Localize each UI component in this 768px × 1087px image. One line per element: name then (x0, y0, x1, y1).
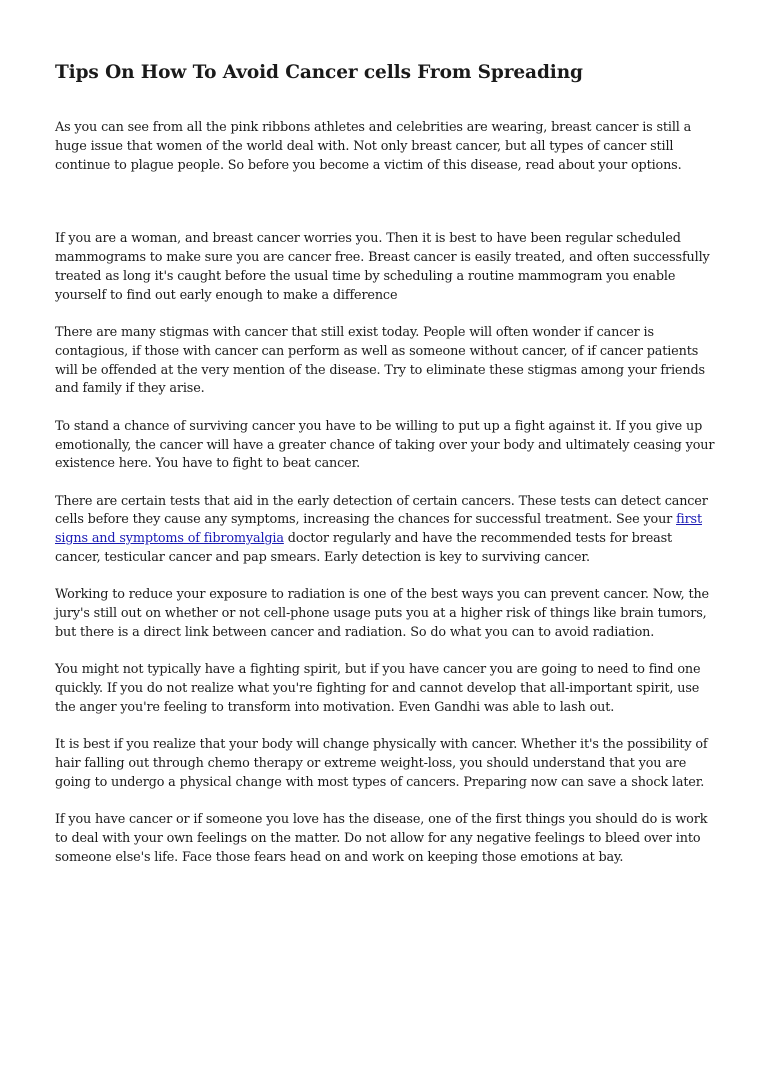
paragraph-radiation: Working to reduce your exposure to radiation is one of the best ways you can prevent cancer. Now, the jury's still out on whether or not cell-phone usage puts you at a higher risk of things like brain tumors, but there is a direct link between cancer and radiation. So do what you can to avoid radiation. (55, 587, 709, 640)
paragraph-intro: As you can see from all the pink ribbons athletes and celebrities are wearing, breast cancer is still a huge issue that women of the world deal with. Not only breast cancer, but all types of cancer still continue to plague people. So before you become a victim of this disease, read about your options. (55, 120, 692, 173)
paragraph-feelings: If you have cancer or if someone you love has the disease, one of the first things you should do is work to deal with your own feelings on the matter. Do not allow for any negative feelings to bleed over into someone else's life. Face those fears head on and work on keeping those emotions at bay. (55, 812, 708, 865)
fibromyalgia-link[interactable]: first signs and symptoms of fibromyalgia (55, 512, 702, 547)
paragraph-text-before-link: There are certain tests that aid in the early detection of certain cancers. These tests can detect cancer cells before they cause any symptoms, increasing the chances for successful treatment. See your (55, 493, 708, 528)
paragraph-stigmas: There are many stigmas with cancer that still exist today. People will often wonder if cancer is contagious, if those with cancer can perform as well as someone without cancer, of if cancer patients will be offended at the very mention of the disease. Try to eliminate these stigmas among your friends and family if they arise. (55, 325, 705, 397)
document-title: Tips On How To Avoid Cancer cells From Spreading (55, 62, 583, 83)
paragraph-text-after-link: doctor regularly and have the recommended tests for breast cancer, testicular cancer and pap smears. Early detection is key to surviving cancer. (55, 531, 673, 566)
paragraph-fight: To stand a chance of surviving cancer you have to be willing to put up a fight against it. If you give up emotionally, the cancer will have a greater chance of taking over your body and ultimately ceasing your existence here. You have to fight to beat cancer. (55, 418, 715, 472)
paragraph-physical-change: It is best if you realize that your body will change physically with cancer. Whether it's the possibility of hair falling out through chemo therapy or extreme weight-loss, you should understand that you are going to undergo a physical change with most types of cancers. Preparing now can save a shock later. (55, 737, 708, 790)
paragraph-mammograms: If you are a woman, and breast cancer worries you. Then it is best to have been regular scheduled mammograms to make sure you are cancer free. Breast cancer is easily treated, and often successfully treated as long it's caught before the usual time by scheduling a routine mammogram you enable yourself to find out early enough to make a difference (55, 231, 710, 303)
paragraph-early-detection (55, 493, 715, 568)
document-page (55, 60, 715, 886)
paragraph-fighting-spirit: You might not typically have a fighting spirit, but if you have cancer you are going to need to find one quickly. If you do not realize what you're fighting for and cannot develop that all-important spirit, use the anger you're feeling to transform into motivation. Even Gandhi was able to lash out. (55, 662, 701, 715)
